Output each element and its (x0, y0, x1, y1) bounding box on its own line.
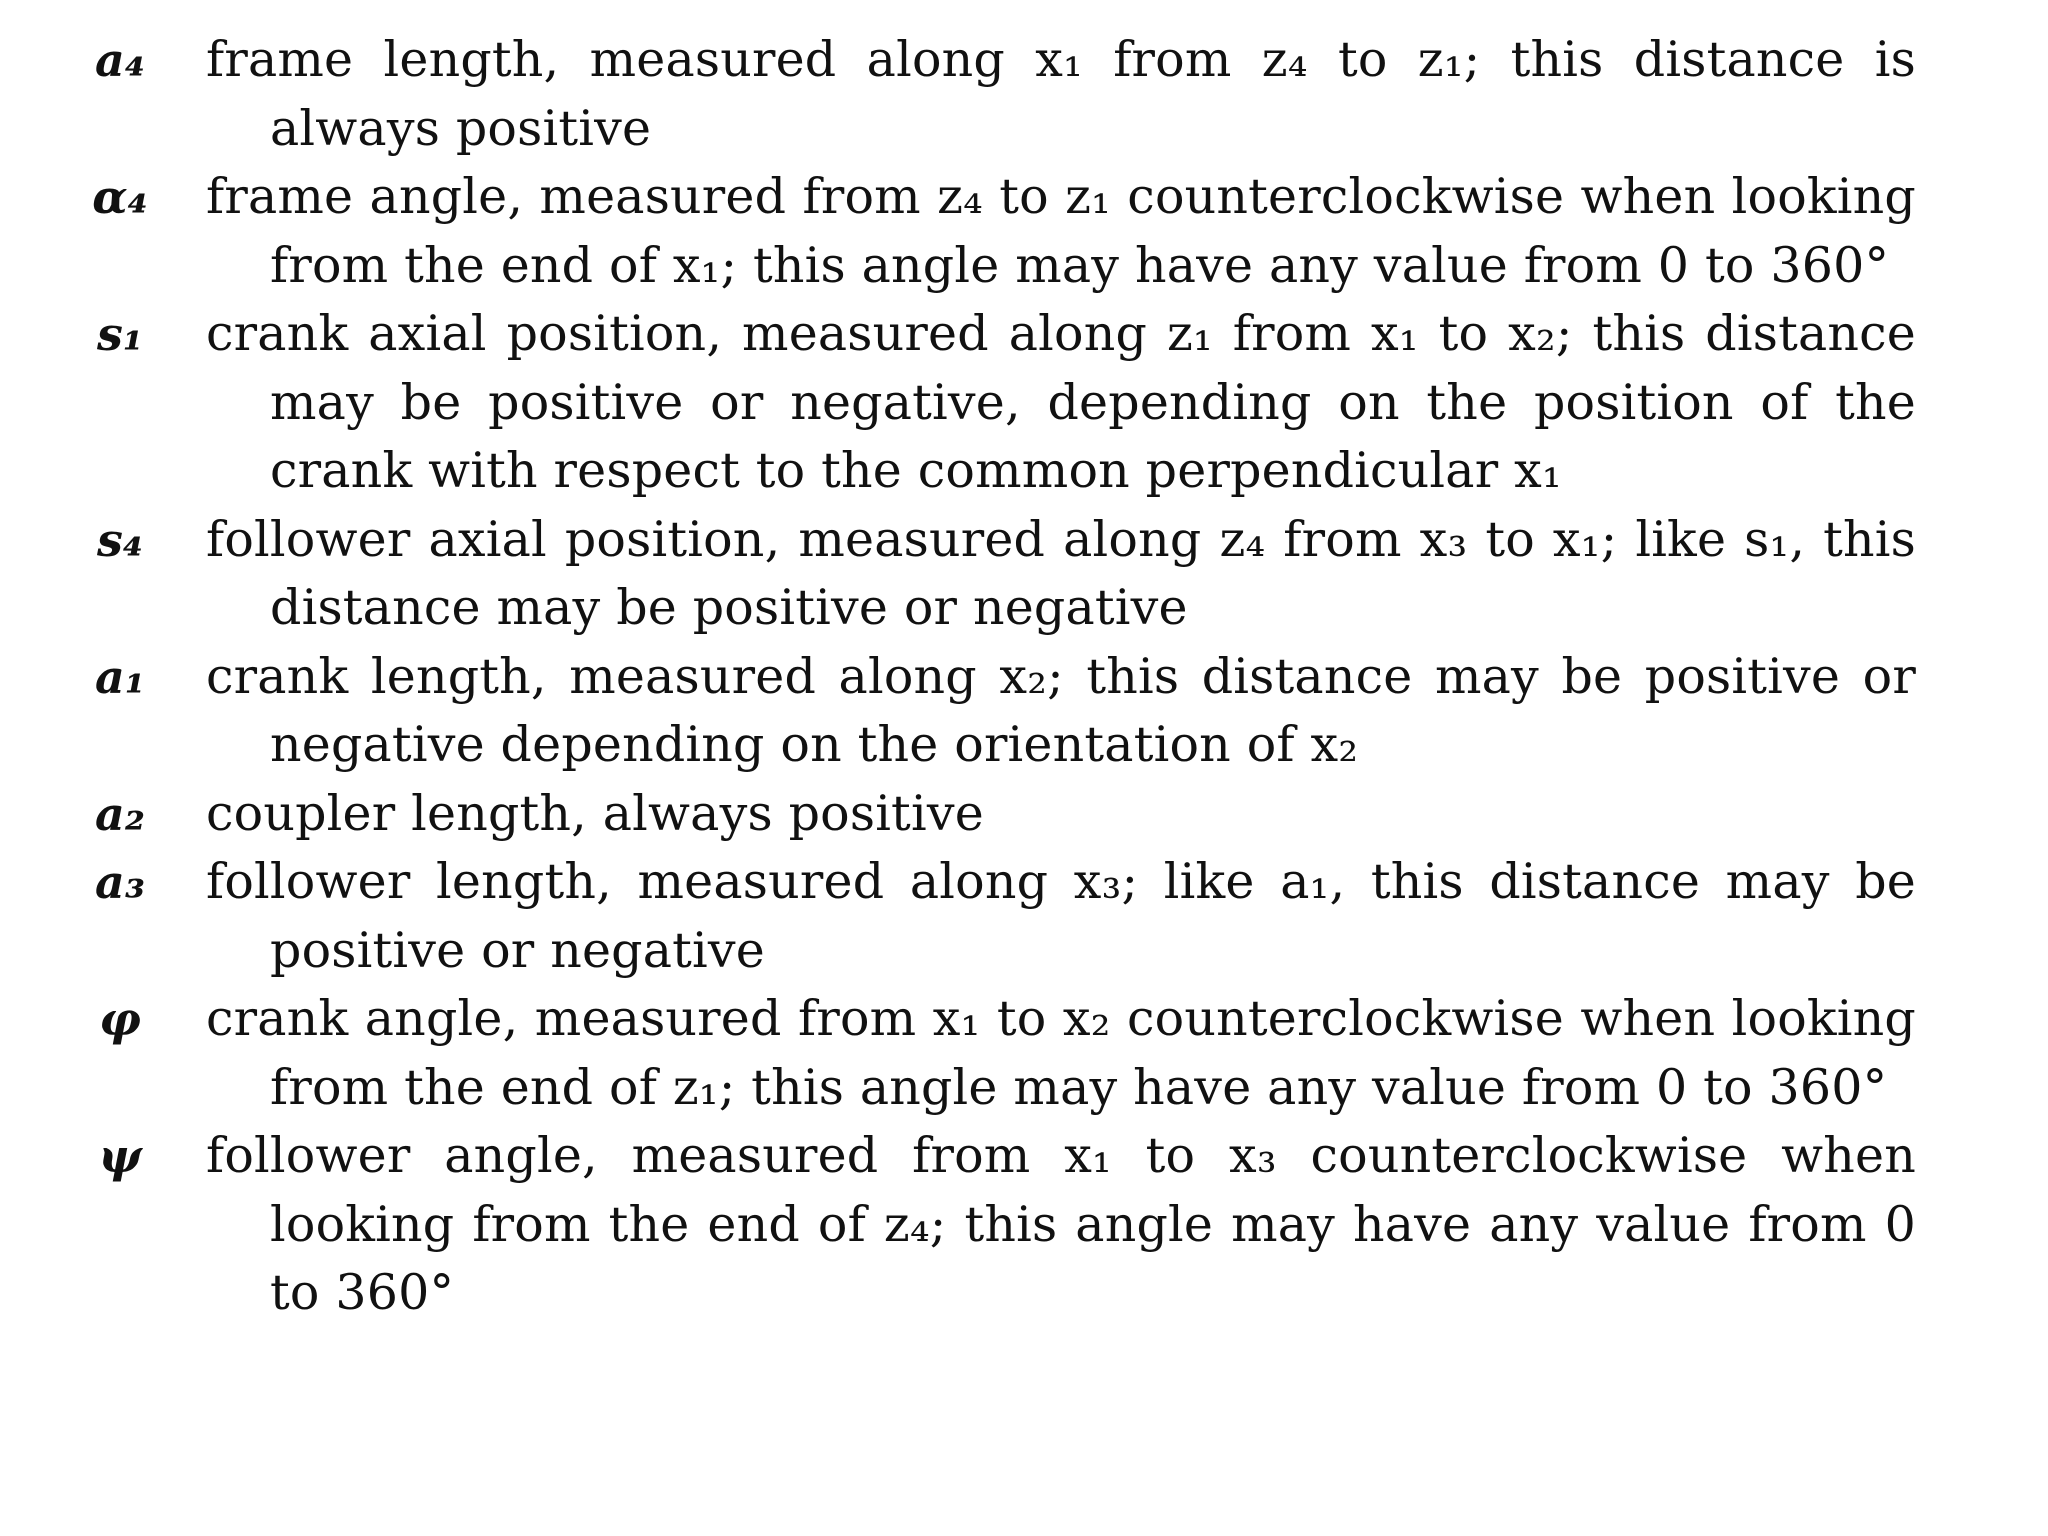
definition-symbol: a₁ (95, 649, 145, 704)
definition-symbol: a₄ (95, 33, 145, 87)
definition-item (80, 1122, 1980, 1328)
definition-text: follower length, measured along x₃; like a₁, this distance may be positive or negative (206, 853, 1916, 979)
definition-symbol: φ (99, 992, 141, 1046)
definition-text: crank axial position, measured along z₁ from x₁ to x₂; this distance may be positive or negative, depending on the position of the crank with respect to the common perpendicular x₁ (206, 305, 1916, 499)
definition-item (80, 163, 1980, 300)
definition-text: frame angle, measured from z₄ to z₁ counterclockwise when looking from the end of x₁; this angle may have any value from 0 to 360° (206, 168, 1916, 294)
definition-text: frame length, measured along x₁ from z₄ to z₁; this distance is always positive (206, 31, 1916, 157)
definition-symbol: ψ (98, 1129, 142, 1183)
definition-item (80, 300, 1980, 506)
definition-text: follower axial position, measured along z₄ from x₃ to x₁; like s₁, this distance may be positive or negative (206, 510, 1916, 636)
definition-item (80, 26, 1980, 163)
definition-symbol: s₄ (96, 512, 144, 567)
definition-text: crank length, measured along x₂; this distance may be positive or negative depending on the orientation of x₂ (206, 647, 1916, 773)
definition-symbol: a₃ (95, 855, 145, 909)
definition-item (80, 848, 1980, 985)
definition-list (80, 26, 1980, 1328)
definition-item (80, 643, 1980, 780)
definition-text: coupler length, always positive (206, 784, 984, 842)
definition-text: crank angle, measured from x₁ to x₂ counterclockwise when looking from the end of z₁; this angle may have any value from 0 to 360° (206, 990, 1916, 1116)
definition-symbol: s₁ (96, 307, 144, 361)
definition-symbol: a₂ (95, 786, 145, 841)
definition-text: follower angle, measured from x₁ to x₃ counterclockwise when looking from the end of z₄; this angle may have any value from 0 to 360° (206, 1127, 1916, 1321)
definition-symbol: α₄ (92, 170, 148, 224)
definition-item (80, 985, 1980, 1122)
definition-item (80, 506, 1980, 643)
definition-item (80, 780, 1980, 849)
